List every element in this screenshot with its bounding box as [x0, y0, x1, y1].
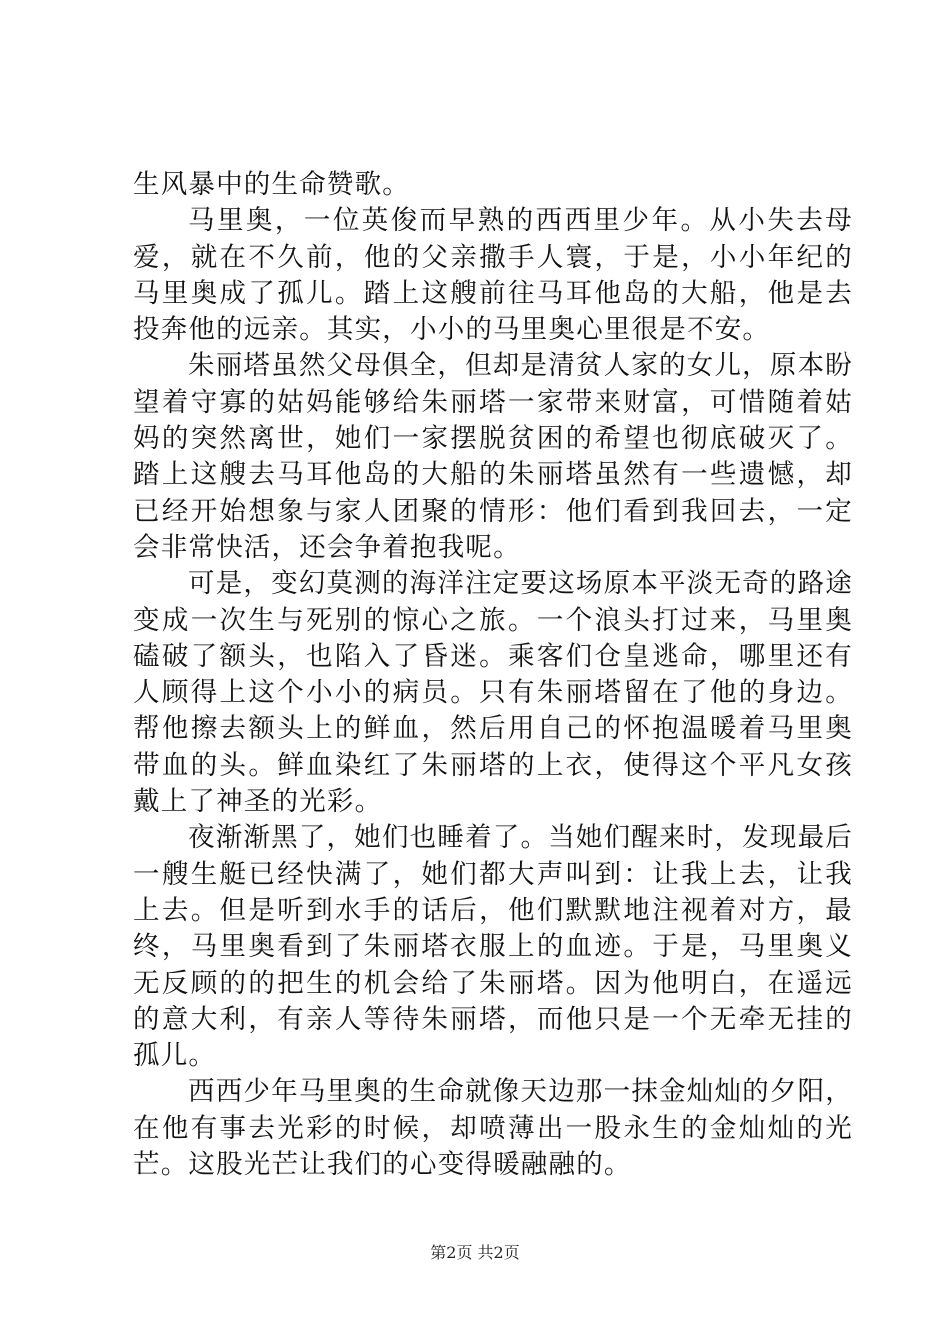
paragraph: 朱丽塔虽然父母俱全，但却是清贫人家的女儿，原本盼望着守寡的姑妈能够给朱丽塔一家带来财富，可惜随着姑妈的突然离世，她们一家摆脱贫困的希望也彻底破灭了。踏上这艘去马耳他岛的大船的朱丽塔虽然有一些遗憾，却已经开始想象与家人团聚的情形：他们看到我回去，一定会非常快活，还会争着抱我呢。	[133, 350, 853, 563]
paragraph: 夜渐渐黑了，她们也睡着了。当她们醒来时，发现最后一艘生艇已经快满了，她们都大声叫到：让我上去，让我上去。但是听到水手的话后，他们默默地注视着对方，最终，马里奥看到了朱丽塔衣服上的血迹。于是，马里奥义无反顾的的把生的机会给了朱丽塔。因为他明白，在遥远的意大利，有亲人等待朱丽塔，而他只是一个无牵无挂的孤儿。	[133, 822, 853, 1072]
paragraph: 西西少年马里奥的生命就像天边那一抹金灿灿的夕阳，在他有事去光彩的时候，却喷薄出一股永生的金灿灿的光芒。这股光芒让我们的心变得暖融融的。	[133, 1076, 853, 1181]
paragraph: 可是，变幻莫测的海洋注定要这场原本平淡无奇的路途变成一次生与死别的惊心之旅。一个浪头打过来，马里奥磕破了额头，也陷入了昏迷。乘客们仓皇逃命，哪里还有人顾得上这个小小的病员。只有朱丽塔留在了他的身边。帮他擦去额头上的鲜血，然后用自己的怀抱温暖着马里奥带血的头。鲜血染红了朱丽塔的上衣，使得这个平凡女孩戴上了神圣的光彩。	[133, 568, 853, 818]
page-footer: 第2页 共2页	[430, 1243, 520, 1262]
paragraph-continuation: 生风暴中的生命赞歌。	[133, 169, 410, 200]
paragraph: 马里奥，一位英俊而早熟的西西里少年。从小失去母爱，就在不久前，他的父亲撒手人寰，于是，小小年纪的马里奥成了孤儿。踏上这艘前往马耳他岛的大船，他是去投奔他的远亲。其实，小小的马里奥心里很是不安。	[133, 205, 853, 346]
body-text	[133, 167, 853, 1183]
